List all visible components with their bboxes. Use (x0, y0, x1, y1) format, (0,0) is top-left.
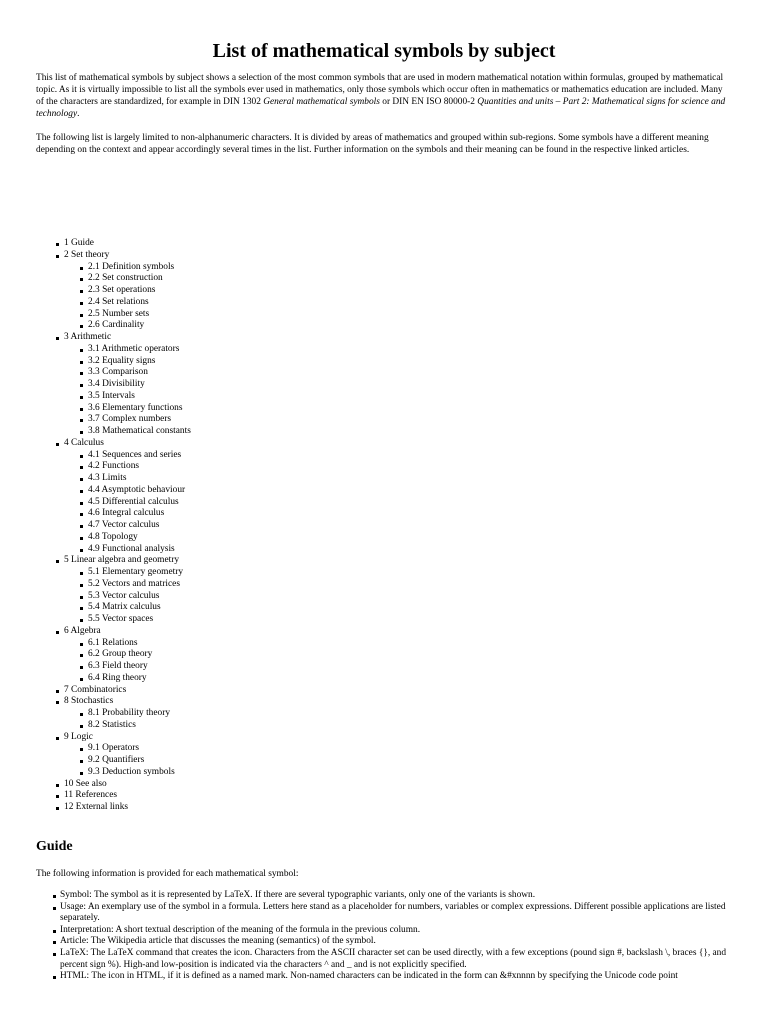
toc-subitem[interactable] (36, 532, 732, 544)
guide-list-item: Usage: An exemplary use of the symbol in a formula. Letters here stand as a placeholder for numbers, variables or complex expressions. Different possible applications are listed separately. (36, 902, 732, 925)
toc-item[interactable] (36, 732, 732, 744)
toc-subitem[interactable] (36, 520, 732, 532)
toc-link[interactable]: 6 Algebra (64, 625, 101, 636)
iso-80000-title: Quantities and units – Part 2: Mathematical signs for science and technology (36, 96, 726, 119)
toc-sublink[interactable]: 2.2 Set construction (88, 273, 163, 284)
toc-sublink[interactable]: 2.6 Cardinality (88, 320, 145, 331)
toc-item[interactable] (36, 790, 732, 802)
toc-subitem[interactable] (36, 297, 732, 309)
toc-item[interactable] (36, 626, 732, 638)
toc-sublink[interactable]: 4.1 Sequences and series (88, 449, 182, 460)
toc-link[interactable]: 12 External links (64, 802, 129, 812)
section-heading-guide: Guide (36, 839, 73, 854)
guide-intro: The following information is provided for each mathematical symbol: (36, 869, 299, 879)
table-of-contents (36, 238, 732, 814)
din-1302-title: General mathematical symbols (263, 96, 380, 107)
toc-link[interactable]: 11 References (64, 790, 118, 801)
toc-sublink[interactable]: 4.6 Integral calculus (88, 508, 165, 519)
toc-subitem[interactable] (36, 661, 732, 673)
toc-sublink[interactable]: 4.9 Functional analysis (88, 543, 175, 554)
toc-subitem[interactable] (36, 767, 732, 779)
toc-subitem[interactable] (36, 309, 732, 321)
guide-list (36, 890, 732, 983)
toc-subitem[interactable] (36, 473, 732, 485)
toc-subitem[interactable] (36, 344, 732, 356)
toc-sublink[interactable]: 3.6 Elementary functions (88, 402, 183, 413)
toc-sublink[interactable]: 4.8 Topology (88, 531, 138, 542)
toc-sublink[interactable]: 3.4 Divisibility (88, 379, 145, 389)
toc-subitem[interactable] (36, 649, 732, 661)
toc-sublink[interactable]: 3.5 Intervals (88, 390, 135, 401)
toc-subitem[interactable] (36, 450, 732, 462)
toc-link[interactable]: 10 See also (64, 778, 107, 789)
toc-item[interactable] (36, 438, 732, 450)
toc-sublink[interactable]: 3.7 Complex numbers (88, 414, 172, 425)
toc-subitem[interactable] (36, 262, 732, 274)
toc-subitem[interactable] (36, 579, 732, 591)
toc-subitem[interactable] (36, 379, 732, 391)
toc-subitem[interactable] (36, 638, 732, 650)
toc-subitem[interactable] (36, 602, 732, 614)
toc-sublink[interactable]: 8.2 Statistics (88, 719, 136, 730)
toc-subitem[interactable] (36, 708, 732, 720)
toc-sublink[interactable]: 6.3 Field theory (88, 661, 148, 671)
toc-subitem[interactable] (36, 673, 732, 685)
guide-list-item: Symbol: The symbol as it is represented by LaTeX. If there are several typographic variants, only one of the variants is shown. (36, 890, 732, 902)
toc-sublink[interactable]: 8.1 Probability theory (88, 708, 171, 718)
guide-list-item: Interpretation: A short textual description of the meaning of the formula in the previous column. (36, 925, 732, 937)
toc-subitem[interactable] (36, 320, 732, 332)
toc-subitem[interactable] (36, 544, 732, 556)
toc-item[interactable] (36, 802, 732, 814)
toc-sublink[interactable]: 6.1 Relations (88, 637, 138, 648)
toc-subitem[interactable] (36, 497, 732, 509)
toc-sublink[interactable]: 4.2 Functions (88, 461, 140, 472)
toc-subitem[interactable] (36, 273, 732, 285)
toc-sublink[interactable]: 4.4 Asymptotic behaviour (88, 484, 186, 495)
toc-link[interactable]: 1 Guide (64, 238, 94, 248)
toc-sublink[interactable]: 5.4 Matrix calculus (88, 602, 161, 613)
toc-sublink[interactable]: 3.1 Arithmetic operators (88, 343, 180, 354)
toc-sublink[interactable]: 2.3 Set operations (88, 285, 156, 295)
toc-sublink[interactable]: 2.1 Definition symbols (88, 261, 175, 272)
toc-subitem[interactable] (36, 367, 732, 379)
intro-paragraph-2: The following list is largely limited to non-alphanumeric characters. It is divided by areas of mathematics and grouped within sub-regions. Some symbols have a different meaning depending on the context and appear accordingly several times in the list. Further information on the symbols and their meaning can be found in the respective linked articles. (36, 133, 709, 155)
toc-sublink[interactable]: 6.2 Group theory (88, 649, 153, 660)
toc-subitem[interactable] (36, 567, 732, 579)
toc-subitem[interactable] (36, 591, 732, 603)
toc-sublink[interactable]: 5.3 Vector calculus (88, 590, 160, 601)
page-title: List of mathematical symbols by subject (212, 40, 556, 62)
guide-list-item: Article: The Wikipedia article that discusses the meaning (semantics) of the symbol. (36, 936, 732, 948)
toc-item[interactable] (36, 696, 732, 708)
toc-sublink[interactable]: 3.2 Equality signs (88, 355, 156, 366)
toc-sublink[interactable]: 4.3 Limits (88, 473, 127, 483)
toc-sublink[interactable]: 6.4 Ring theory (88, 672, 147, 683)
toc-item[interactable] (36, 685, 732, 697)
toc-sublink[interactable]: 3.3 Comparison (88, 367, 148, 378)
toc-item[interactable] (36, 332, 732, 344)
toc-subitem[interactable] (36, 755, 732, 767)
toc-sublink[interactable]: 9.2 Quantifiers (88, 755, 145, 765)
toc-sublink[interactable]: 5.2 Vectors and matrices (88, 578, 180, 589)
toc-link[interactable]: 5 Linear algebra and geometry (64, 555, 180, 566)
toc-subitem[interactable] (36, 508, 732, 520)
toc-subitem[interactable] (36, 743, 732, 755)
toc-subitem[interactable] (36, 461, 732, 473)
toc-subitem[interactable] (36, 720, 732, 732)
toc-item[interactable] (36, 555, 732, 567)
toc-link[interactable]: 8 Stochastics (64, 696, 114, 707)
guide-list-item: LaTeX: The LaTeX command that creates the icon. Characters from the ASCII character set can be used directly, with a few exceptions (pound sign #, backslash \, braces {}, and percent sign %). High-and low-position is indicated via the characters ^ and _ and is not explicitly specified. (36, 948, 732, 971)
toc-sublink[interactable]: 4.5 Differential calculus (88, 496, 179, 507)
toc-item[interactable] (36, 238, 732, 250)
toc-sublink[interactable]: 9.3 Deduction symbols (88, 766, 175, 777)
intro-text: or DIN EN ISO 80000-2 (379, 96, 478, 107)
toc-link[interactable]: 3 Arithmetic (64, 332, 112, 342)
toc-list (36, 238, 732, 814)
toc-subitem[interactable] (36, 426, 732, 438)
guide-list-item: HTML: The icon in HTML, if it is defined as a named mark. Non-named characters can be indicated in the form can &#xnnnn by specifying the Unicode code point (36, 971, 732, 983)
toc-sublink[interactable]: 3.8 Mathematical constants (88, 426, 191, 436)
toc-sublink[interactable]: 2.5 Number sets (88, 308, 150, 319)
toc-subitem[interactable] (36, 485, 732, 497)
intro-text: This list of mathematical symbols by subject shows a selection of the most common symbols that are used in modern mathematical notation within formulas, grouped by mathematical topic. As it is virtually impossible to list all the symbols ever used in mathematics, only those symbols which occur often in mathematics or mathematics education are included. Many of the characters are standardized, for example in DIN 1302 (36, 73, 724, 107)
toc-sublink[interactable]: 5.5 Vector spaces (88, 614, 154, 624)
intro-text: . (77, 108, 80, 119)
toc-sublink[interactable]: 2.4 Set relations (88, 296, 149, 307)
toc-subitem[interactable] (36, 285, 732, 297)
toc-item[interactable] (36, 250, 732, 262)
toc-subitem[interactable] (36, 403, 732, 415)
toc-subitem[interactable] (36, 614, 732, 626)
toc-subitem[interactable] (36, 391, 732, 403)
intro-paragraph-1 (36, 73, 732, 121)
toc-link[interactable]: 7 Combinatorics (64, 684, 127, 695)
toc-link[interactable]: 2 Set theory (64, 249, 110, 260)
toc-sublink[interactable]: 5.1 Elementary geometry (88, 567, 184, 577)
toc-link[interactable]: 9 Logic (64, 731, 93, 742)
toc-sublink[interactable]: 9.1 Operators (88, 743, 140, 754)
toc-subitem[interactable] (36, 414, 732, 426)
toc-sublink[interactable]: 4.7 Vector calculus (88, 520, 160, 530)
toc-item[interactable] (36, 779, 732, 791)
toc-subitem[interactable] (36, 356, 732, 368)
toc-link[interactable]: 4 Calculus (64, 437, 104, 448)
